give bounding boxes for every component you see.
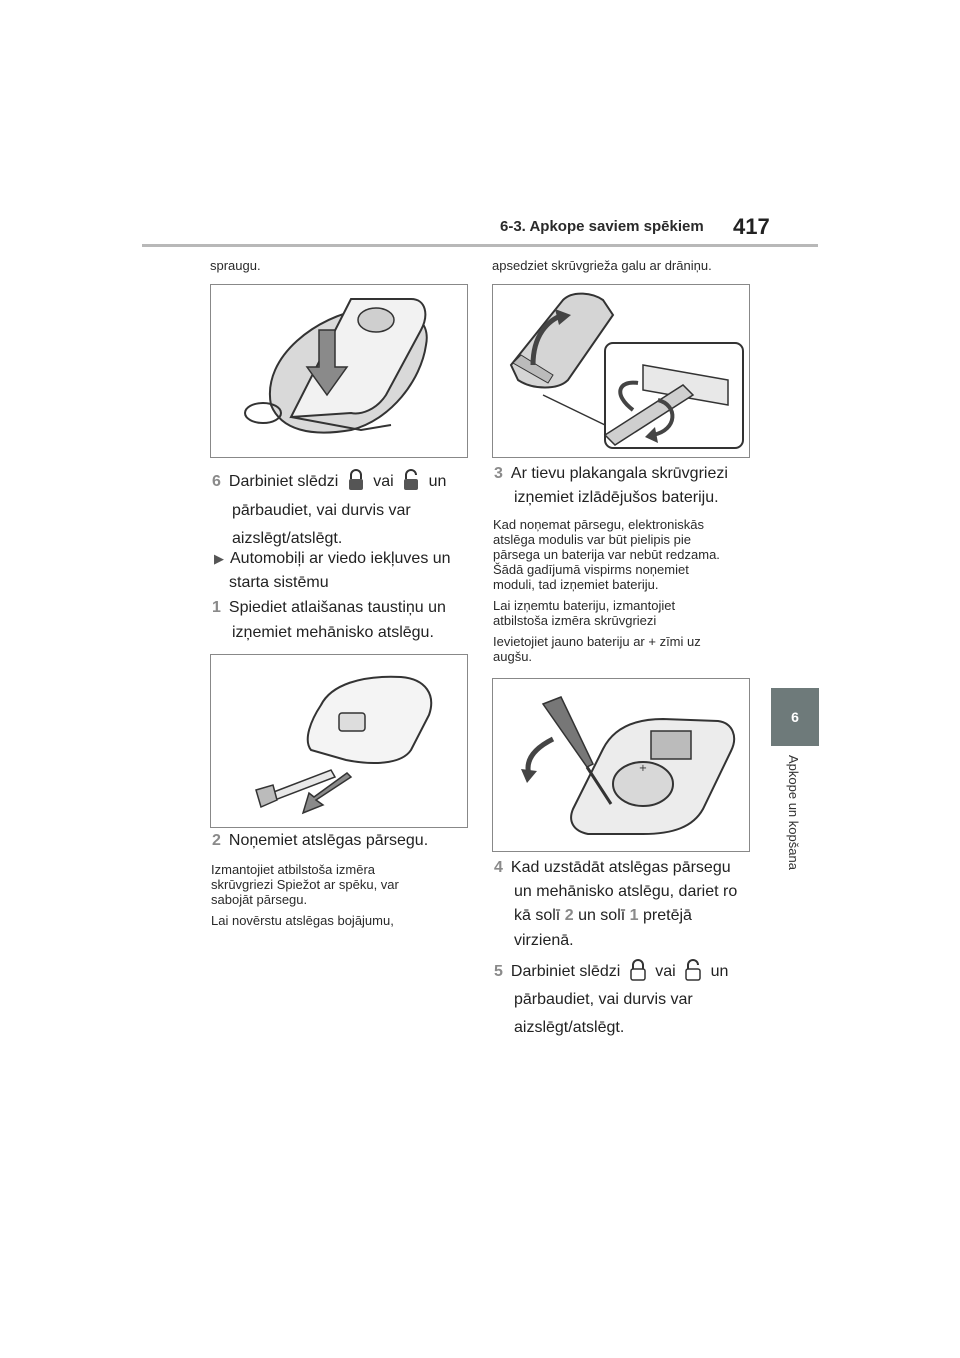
step-6-text: Darbiniet slēdzi: [228, 473, 339, 490]
step-4-number: 4: [494, 859, 503, 876]
cover-removal-illustration: [493, 285, 749, 457]
step-1-number: 1: [212, 599, 221, 616]
step-4-line3-b: un solī: [578, 907, 626, 924]
right-note-1: [493, 517, 720, 592]
right-note-1-line2: atslēga modulis var būt pielipis pie: [493, 532, 691, 547]
step-4-line4: virzienā.: [514, 932, 574, 949]
left-note-1: [211, 862, 399, 907]
left-note-1-line3: sabojāt pārsegu.: [211, 892, 308, 907]
step-3-line2: izņemiet izlādējušos bateriju.: [514, 489, 719, 506]
battery-removal-illustration: [493, 679, 749, 851]
step-ref-2: 2: [564, 907, 574, 924]
step-5: [494, 958, 754, 986]
step-2-text: Noņemiet atslēgas pārsegu.: [228, 832, 429, 849]
step-3-line1: Ar tievu plakangala skrūvgriezi: [510, 465, 728, 482]
step-1-line1: Spiediet atlaišanas taustiņu un: [228, 599, 446, 616]
step-6-and: un: [428, 473, 447, 490]
step-2-number: 2: [212, 832, 221, 849]
step-5-line3: aizslēgt/atslēgt.: [514, 1019, 625, 1036]
step-4-line3-c: pretējā: [643, 907, 692, 924]
left-note-1-line1: Izmantojiet atbilstoša izmēra: [211, 862, 376, 877]
lock-closed-icon: [347, 469, 365, 491]
chapter-label: [783, 755, 807, 895]
chapter-label-text: Apkope un kopšana: [786, 755, 801, 870]
chapter-tab: 6: [771, 688, 819, 746]
step-6-number: 6: [212, 473, 221, 490]
step-5-text: Darbiniet slēdzi: [510, 963, 621, 980]
section-title: 6-3. Apkope saviem spēkiem: [500, 218, 704, 235]
left-intro: spraugu.: [210, 258, 261, 273]
right-note-2: [493, 598, 675, 628]
step-6-line2: pārbaudiet, vai durvis var: [232, 502, 411, 519]
step-5-and: un: [710, 963, 729, 980]
left-note-1-line2: skrūvgriezi Spiežot ar spēku, var: [211, 877, 399, 892]
right-note-2-line2: atbilstoša izmēra skrūvgriezi: [493, 613, 657, 628]
remote-insert-illustration: [211, 285, 467, 457]
step-5-or: vai: [655, 963, 676, 980]
right-note-3-line1: Ievietojiet jauno bateriju ar + zīmi uz: [493, 634, 701, 649]
step-6: [212, 468, 472, 496]
step-5-line2: pārbaudiet, vai durvis var: [514, 991, 693, 1008]
bullet-line1: Automobiļi ar viedo iekļuves un: [230, 550, 451, 567]
step-1-line2: izņemiet mehānisko atslēgu.: [232, 624, 434, 641]
step-5-number: 5: [494, 963, 503, 980]
page-number: 417: [733, 214, 770, 239]
step-1: [212, 594, 446, 622]
right-note-1-line4: Šādā gadījumā vispirms noņemiet: [493, 562, 689, 577]
step-4-line3: [514, 902, 692, 930]
step-ref-1: 1: [629, 907, 639, 924]
lock-open-icon: [684, 959, 702, 981]
step-4-line2: un mehānisko atslēgu, dariet ro: [514, 883, 738, 900]
step-6-line3: aizslēgt/atslēgt.: [232, 530, 343, 547]
header-divider: [142, 244, 818, 247]
right-note-2-line1: Lai izņemtu bateriju, izmantojiet: [493, 598, 676, 613]
figure-battery-removal: [492, 678, 750, 852]
step-3-number: 3: [494, 465, 503, 482]
right-note-1-line3: pārsega un baterija var nebūt redzama.: [493, 547, 720, 562]
left-note-2: Lai novērstu atslēgas bojājumu,: [211, 913, 394, 928]
triangle-bullet-icon: ▶: [214, 551, 224, 566]
lock-closed-icon: [629, 959, 647, 981]
figure-key-extract: [210, 654, 468, 828]
step-4-line1: Kad uzstādāt atslēgas pārsegu: [510, 859, 731, 876]
right-note-3-line2: augšu.: [493, 649, 533, 664]
figure-remote-insert: [210, 284, 468, 458]
right-note-3: [493, 634, 701, 664]
figure-cover-removal: [492, 284, 750, 458]
right-note-1-line5: moduli, tad izņemiet bateriju.: [493, 577, 659, 592]
step-4-line3-a: kā solī: [514, 907, 561, 924]
right-note-1-line1: Kad noņemat pārsegu, elektroniskās: [493, 517, 705, 532]
lock-open-icon: [402, 469, 420, 491]
right-intro: apsedziet skrūvgrieža galu ar drāniņu.: [492, 258, 712, 273]
svg-text:+: +: [638, 763, 648, 774]
key-extract-illustration: [211, 655, 467, 827]
step-2: [212, 827, 428, 855]
bullet-line2: starta sistēmu: [229, 574, 329, 591]
step-6-or: vai: [373, 473, 394, 490]
